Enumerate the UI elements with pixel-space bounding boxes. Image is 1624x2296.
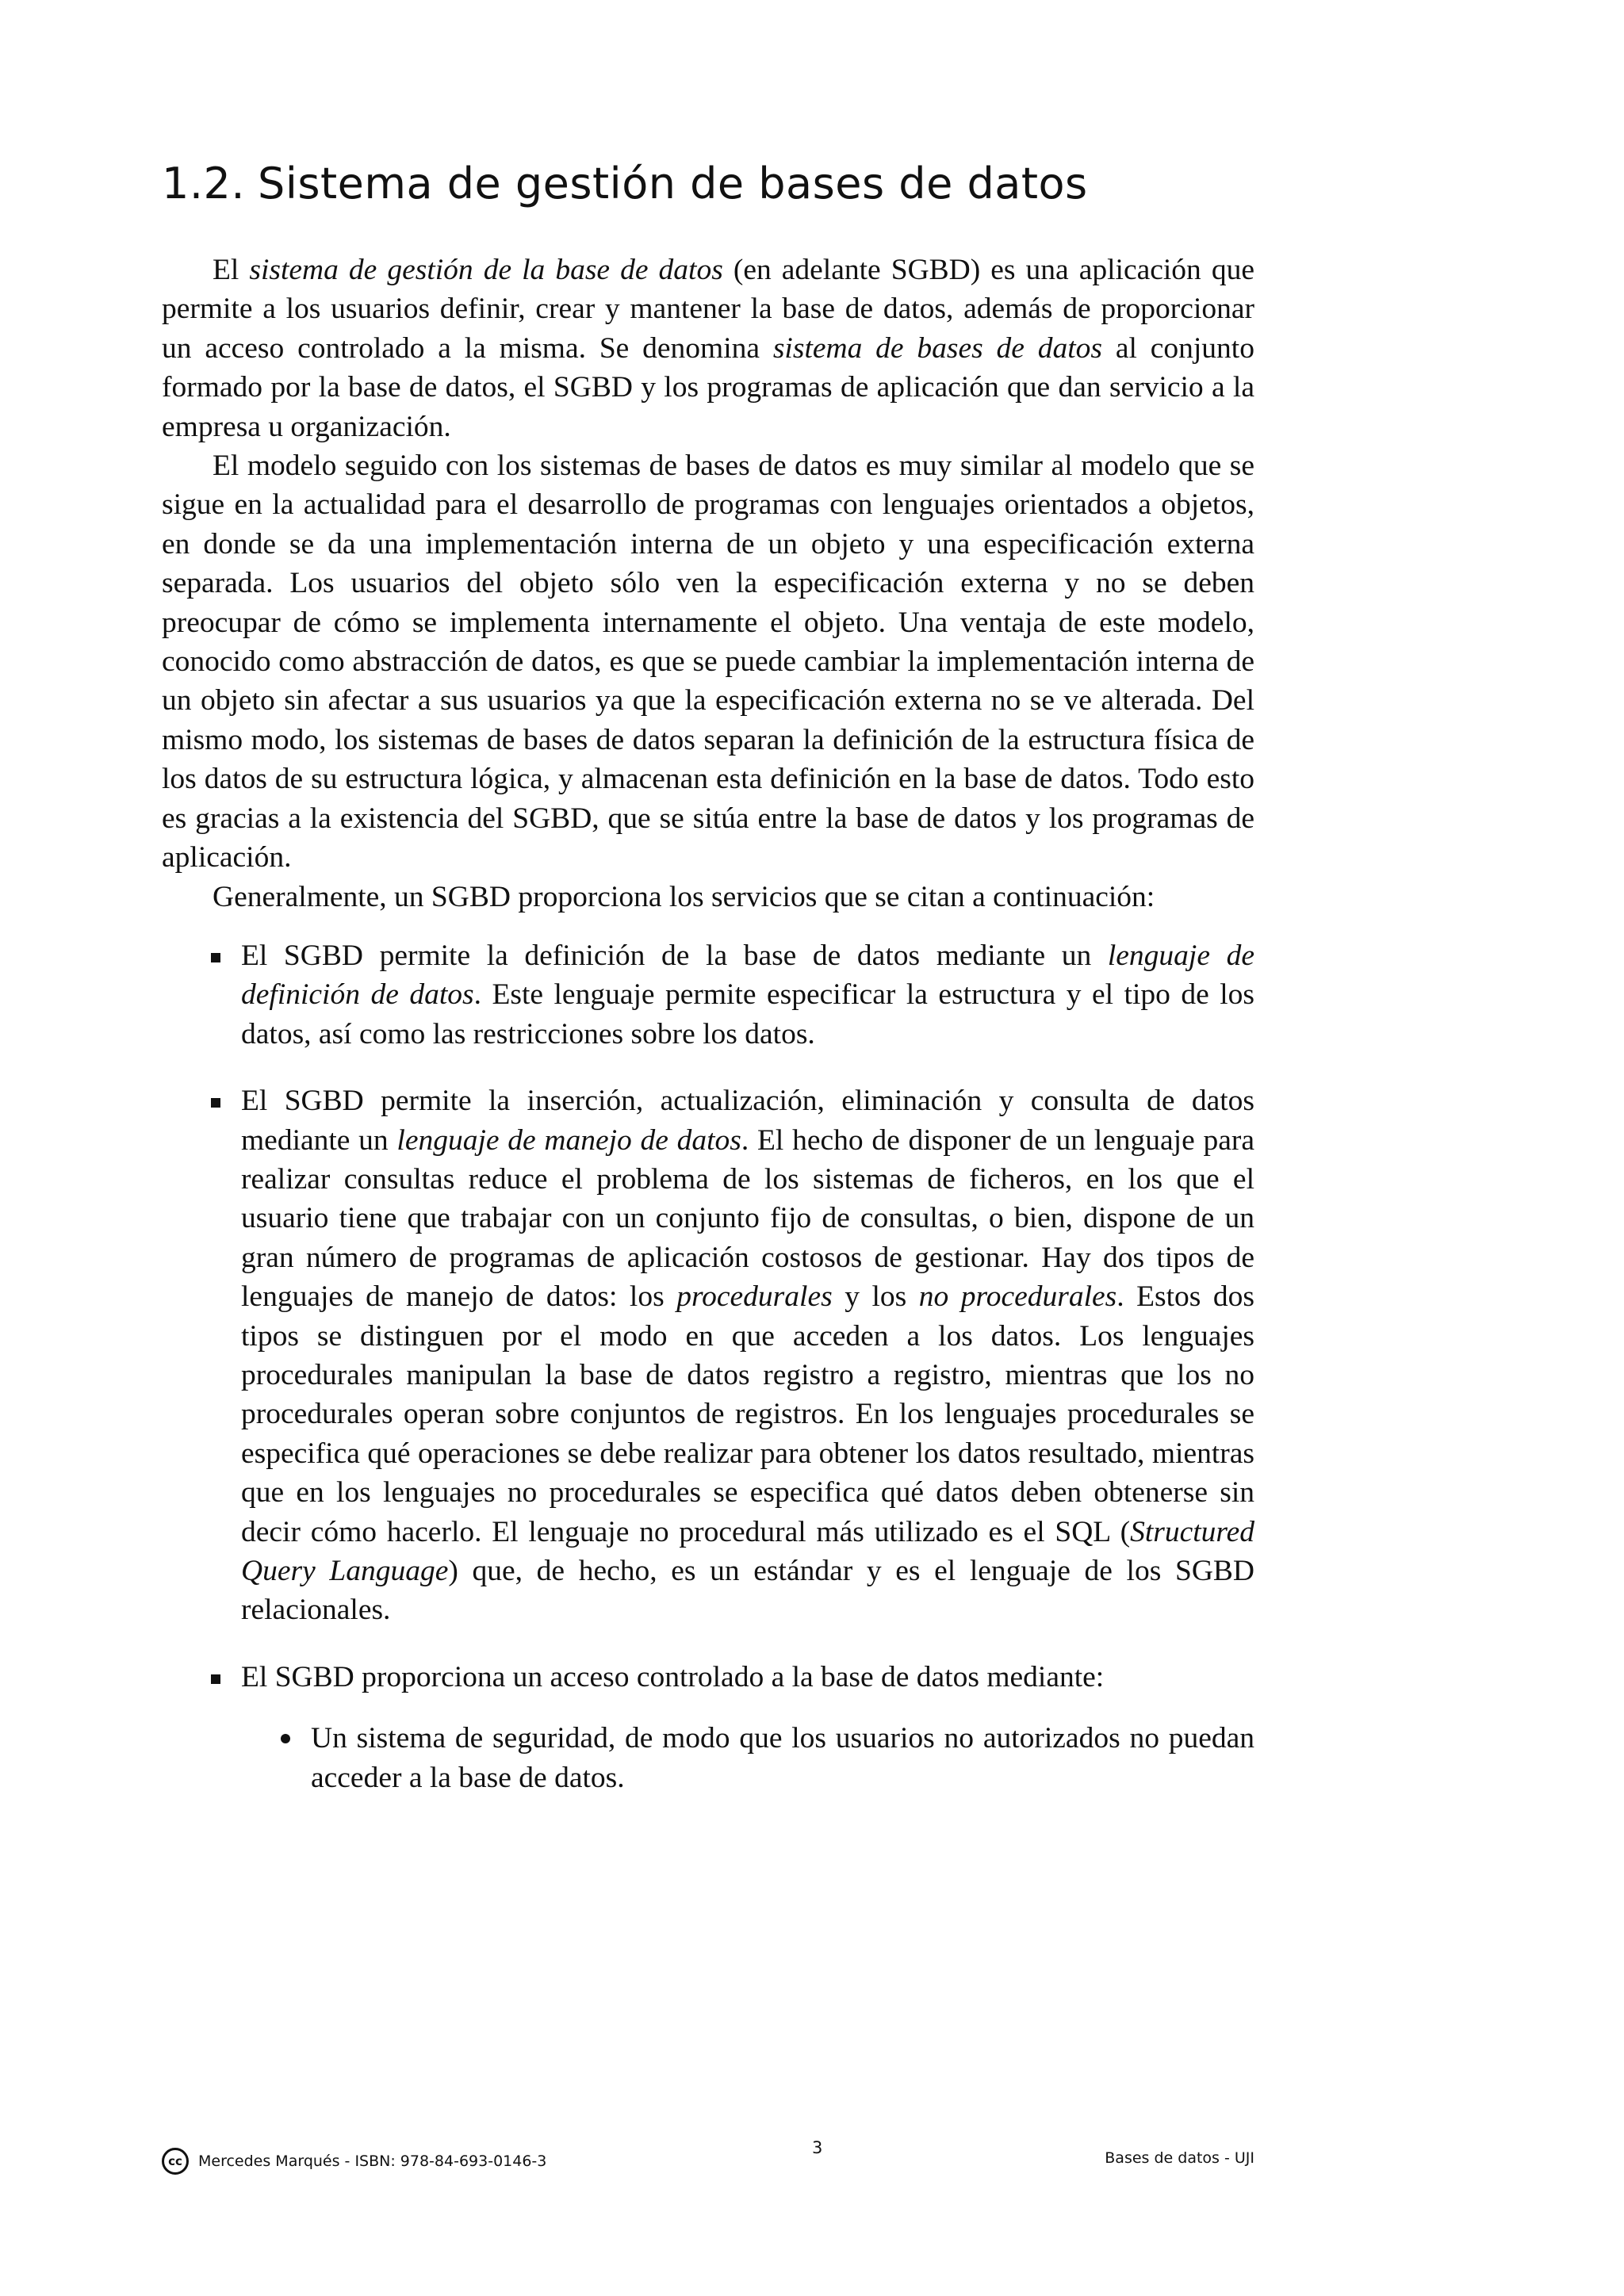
square-bullet-icon [211,1098,220,1108]
page-number: 3 [812,2138,823,2157]
term-procedurales: procedurales [676,1280,833,1314]
round-bullet-icon [281,1734,290,1743]
footer-author: Mercedes Marqués - ISBN: 978-84-693-0146-3 [198,2152,547,2170]
term-dml: lenguaje de manejo de datos [396,1123,741,1157]
services-list [162,936,1254,1797]
term-sgbd: sistema de gestión de la base de datos [249,254,723,286]
term-sistema-bases-datos: sistema de bases de datos [772,331,1103,365]
paragraph-2: El modelo seguido con los sistemas de bases de datos es muy similar al modelo que se sigue en la actualidad para el desarrollo de programas con lenguajes orientados a objetos, en donde se da una implementación interna de un objeto y una especificación externa separada. Los usuarios del objeto sólo ven la especificación externa y no se deben preocupar de cómo se implementa internamente el objeto. Una ventaja de este modelo, conocido como abstracción de datos, es que se puede cambiar la implementación interna de un objeto sin afectar a sus usuarios ya que la especificación externa no se ve alterada. Del mismo modo, los sistemas de bases de datos separan la definición de la estructura física de los datos de su estructura lógica, y almacenan esta definición en la base de datos. Todo esto es gracias a la existencia del SGBD, que se sitúa entre la base de datos y los programas de aplicación. [162,450,1254,874]
footer-left [162,2148,546,2175]
creative-commons-icon: cc [162,2148,189,2175]
page-footer [162,2138,1254,2179]
section-heading [162,159,1088,209]
term-no-procedurales: no procedurales [918,1280,1117,1314]
footer-book-title: Bases de datos - UJI [1105,2149,1254,2167]
sub-list-item: Un sistema de seguridad, de modo que los usuarios no autorizados no puedan acceder a la base de datos. [311,1719,1254,1797]
square-bullet-icon [211,1674,220,1684]
section-title: Sistema de gestión de bases de datos [258,159,1088,209]
sub-list [241,1719,1254,1797]
section-body [162,251,1254,1825]
list-item: El SGBD permite la inserción, actualización, eliminación y consulta de datos mediante un lenguaje de manejo de datos. El hecho de disponer de un lenguaje para realizar consultas reduce el problema de los sistemas de ficheros, en los que el usuario tiene que trabajar con un conjunto fijo de consultas, o bien, dispone de un gran número de programas de aplicación costosos de gestionar. Hay dos tipos de lenguajes de manejo de datos: los procedurales y los no procedurales. Estos dos tipos se distinguen por el modo en que acceden a los datos. Los lenguajes procedurales manipulan la base de datos registro a registro, mientras que los no procedurales operan sobre conjuntos de registros. En los lenguajes procedurales se especifica qué operaciones se debe realizar para obtener los datos resultado, mientras que en los lenguajes no procedurales se especifica qué datos deben obtenerse sin decir cómo hacerlo. El lenguaje no procedural más utilizado es el SQL (Structured Query Language) que, de hecho, es un estándar y es el lenguaje de los SGBD relacionales. [241,1081,1254,1630]
paragraph-3: Generalmente, un SGBD proporciona los servicios que se citan a continuación: [213,880,1155,913]
section-number: 1.2. [162,159,246,209]
square-bullet-icon [211,953,220,962]
list-item: El SGBD proporciona un acceso controlado a la base de datos mediante: Un sistema de seguridad, de modo que los usuarios no autorizados no puedan acceder a la base de datos. [241,1658,1254,1797]
term-ddl: lenguaje de definición de datos [241,939,1254,1012]
list-item: El SGBD permite la definición de la base de datos mediante un lenguaje de definición de datos. Este lenguaje permite especificar la estructura y el tipo de los datos, así como las restricciones sobre los datos. [241,936,1254,1054]
paragraph-1: El sistema de gestión de la base de datos (en adelante SGBD) es una aplicación que permite a los usuarios definir, crear y mantener la base de datos, además de proporcionar un acceso controlado a la misma. Se denomina sistema de bases de datos al conjunto formado por la base de datos, el SGBD y los programas de aplicación que dan servicio a la empresa u organización. [162,254,1254,443]
document-page [162,0,1254,2296]
term-sql: Structured Query Language [241,1515,1254,1587]
